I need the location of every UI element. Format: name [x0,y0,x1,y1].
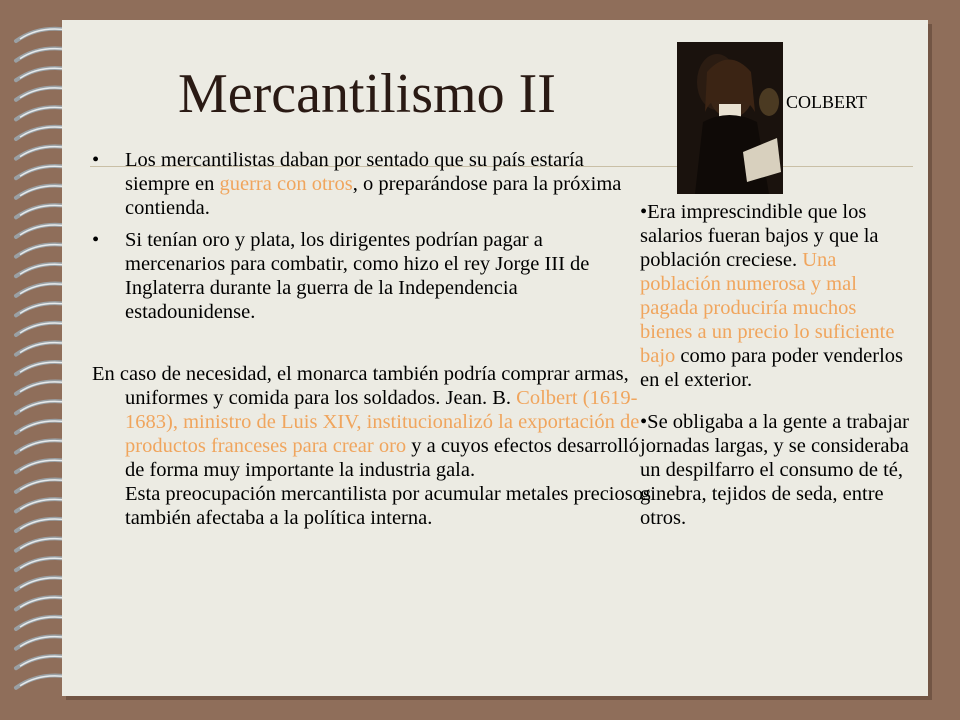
slide-title: Mercantilismo II [178,63,556,125]
body-text: Si tenían oro y plata, los dirigentes podrían pagar a mercenarios para combatir, como hizo el rey Jorge III de Inglaterra durante la guerra de la Independencia estadounidense. [125,229,590,323]
portrait-icon [677,42,783,194]
highlighted-text: Una población numerosa y mal pagada produciría muchos bienes a un precio lo suficiente bajo [640,249,895,367]
body-text: y a cuyos efectos desarrolló de forma muy importante la industria gala. [125,435,639,481]
highlighted-text: guerra con otros [219,173,353,195]
portrait-caption: COLBERT [786,92,867,112]
right-bullet-item [640,200,910,392]
left-bullet-item [92,148,632,220]
body-text: , o preparándose para la próxima contienda. [125,173,622,219]
right-column [640,200,910,548]
body-text: Esta preocupación mercantilista por acumular metales preciosos también afectaba a la política interna. [125,483,651,529]
bullet-icon: • [92,229,100,251]
bullet-icon: • [92,149,100,171]
body-text: En caso de necesidad, el monarca también podría comprar armas, uniformes y comida para los soldados. Jean. B. [92,363,629,409]
highlighted-text: Colbert (1619-1683), ministro de Luis XIV, institucionalizó la exportación de productos franceses para crear oro [125,387,640,457]
body-text: •Era imprescindible que los salarios fueran bajos y que la población creciese. [640,201,879,271]
body-text: •Se obligaba a la gente a trabajar jornadas largas, y se consideraba un despilfarro el consumo de té, ginebra, tejidos de seda, entre otros. [640,411,909,529]
body-text: como para poder venderlos en el exterior. [640,345,903,391]
body-text: Los mercantilistas daban por sentado que su país estaría siempre en [125,149,584,195]
left-bullet-item [92,228,632,324]
left-paragraph [92,362,660,530]
colbert-portrait-image [677,42,783,194]
left-bullet-list [92,148,632,332]
right-bullet-item [640,410,910,530]
